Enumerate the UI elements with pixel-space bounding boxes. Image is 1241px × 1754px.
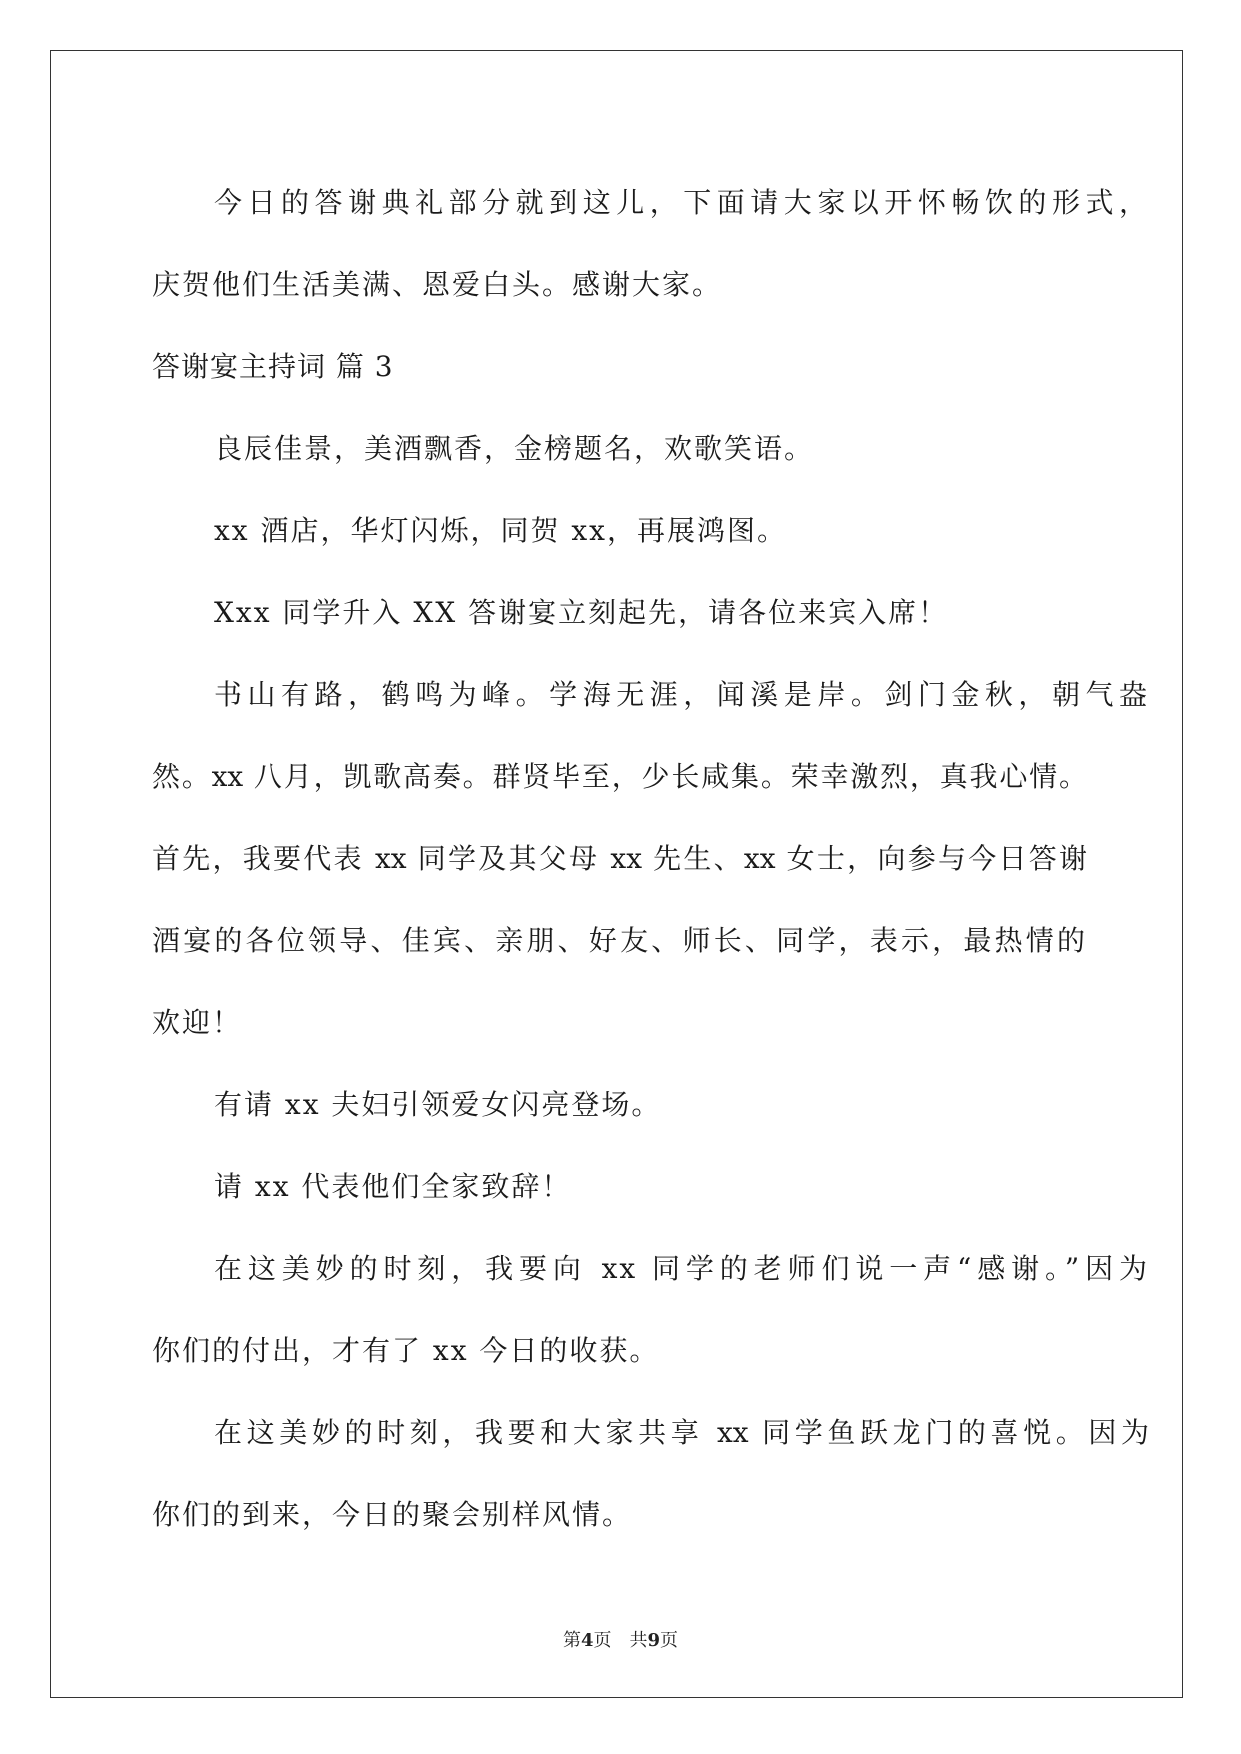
section-heading: 答谢宴主持词 篇 3 xyxy=(152,350,394,383)
paragraph-line: xx 酒店，华灯闪烁，同贺 xx，再展鸿图。 xyxy=(214,514,787,547)
paragraph-line: 有请 xx 夫妇引领爱女闪亮登场。 xyxy=(214,1088,662,1121)
paragraph-line: 请 xx 代表他们全家致辞！ xyxy=(214,1170,572,1203)
paragraph-line: 在这美妙的时刻，我要和大家共享 xx 同学鱼跃龙门的喜悦。因为 xyxy=(214,1416,1149,1449)
paragraph-line: Xxx 同学升入 XX 答谢宴立刻起先，请各位来宾入席！ xyxy=(214,596,949,629)
paragraph-line: 在这美妙的时刻，我要向 xx 同学的老师们说一声“感谢。”因为 xyxy=(214,1252,1149,1285)
paragraph-line: 酒宴的各位领导、佳宾、亲朋、好友、师长、同学，表示，最热情的 xyxy=(152,924,1087,957)
total-page-number: 9 xyxy=(647,1630,661,1651)
paragraph-line: 良辰佳景，美酒飘香，金榜题名，欢歌笑语。 xyxy=(214,432,815,465)
page-prefix: 第 xyxy=(562,1630,581,1651)
paragraph-line: 首先，我要代表 xx 同学及其父母 xx 先生、xx 女士，向参与今日答谢 xyxy=(152,842,1087,875)
paragraph-line: 你们的到来，今日的聚会别样风情。 xyxy=(152,1498,633,1531)
paragraph-line: 欢迎！ xyxy=(152,1006,243,1039)
paragraph-line: 庆贺他们生活美满、恩爱白头。感谢大家。 xyxy=(152,268,723,301)
total-prefix: 共 xyxy=(629,1630,648,1651)
paragraph-line: 书山有路，鹤鸣为峰。学海无涯，闻溪是岸。剑门金秋，朝气盎 xyxy=(214,678,1149,711)
paragraph-line: 今日的答谢典礼部分就到这儿，下面请大家以开怀畅饮的形式， xyxy=(214,186,1149,219)
page-unit: 页 xyxy=(593,1630,612,1651)
current-page-number: 4 xyxy=(580,1630,594,1651)
paragraph-line: 你们的付出，才有了 xx 今日的收获。 xyxy=(152,1334,660,1367)
paragraph-line: 然。xx 八月，凯歌高奏。群贤毕至，少长咸集。荣幸激烈，真我心情。 xyxy=(152,760,1087,793)
total-unit: 页 xyxy=(660,1630,679,1651)
document-body xyxy=(152,162,1149,1556)
page-footer xyxy=(0,1626,1241,1652)
